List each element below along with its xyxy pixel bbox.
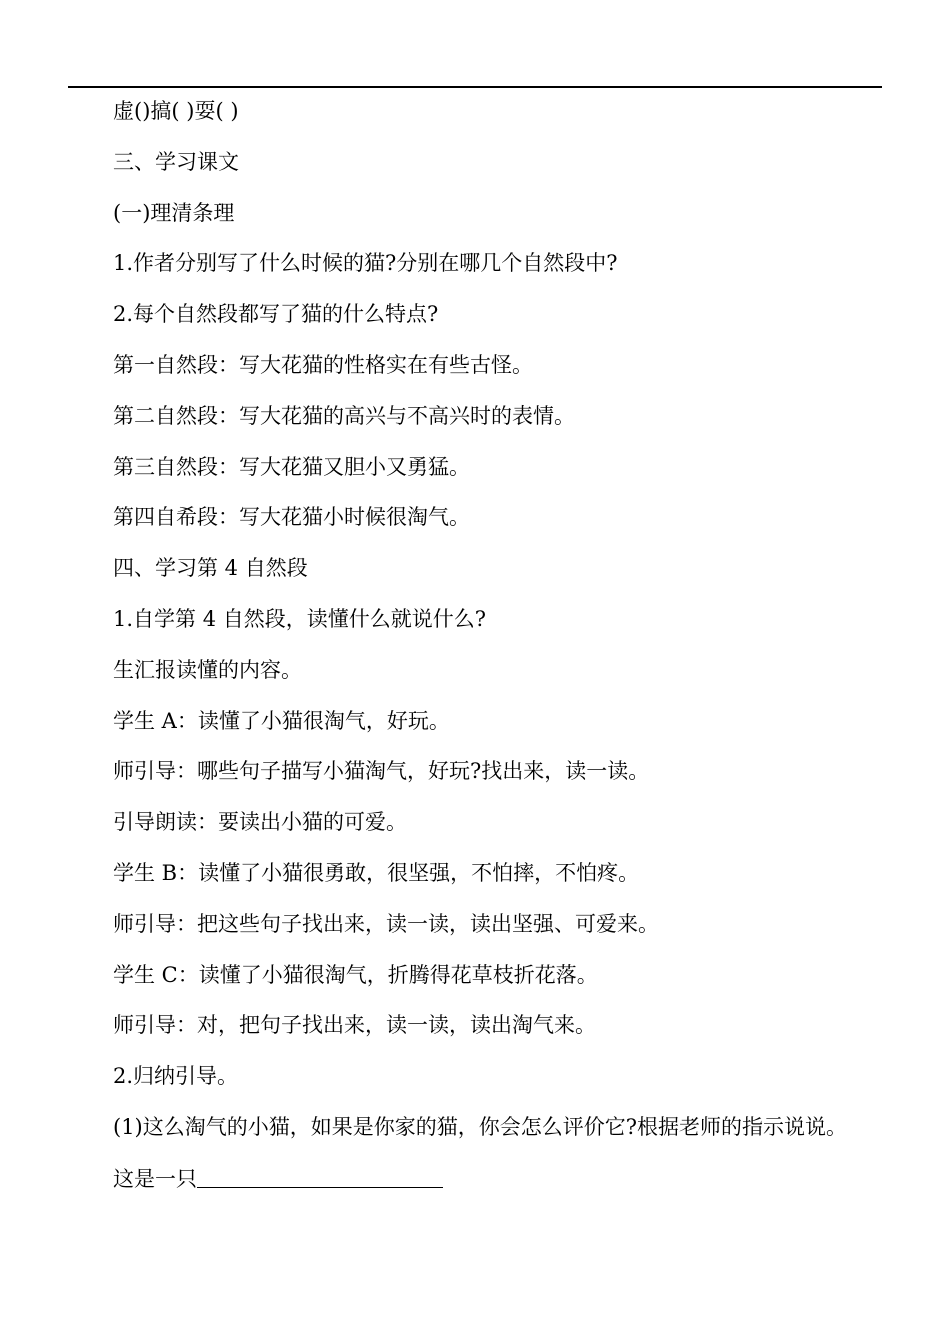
- text-line-1: 虚()搞( )耍( ): [113, 99, 239, 123]
- reading-guide: 引导朗读：要读出小猫的可爱。: [113, 810, 407, 835]
- answer-blank[interactable]: [197, 1165, 443, 1188]
- student-a-answer: 学生 A：读懂了小猫很淘气，好玩。: [113, 708, 450, 733]
- question-1: 1.作者分别写了什么时候的猫?分别在哪几个自然段中?: [113, 251, 618, 276]
- teacher-guide-2: 师引导：把这些句子找出来，读一读，读出坚强、可爱来。: [113, 911, 659, 936]
- student-c-answer: 学生 C：读懂了小猫很淘气，折腾得花草枝折花落。: [113, 962, 598, 987]
- self-study-prompt: 1.自学第 4 自然段，读懂什么就说什么?: [113, 606, 487, 631]
- summary-heading: 2.归纳引导。: [113, 1064, 239, 1089]
- teacher-guide-3: 师引导：对，把句子找出来，读一读，读出淘气来。: [113, 1013, 596, 1038]
- document-body: [113, 96, 903, 1214]
- section-heading-4: 四、学习第 4 自然段: [113, 556, 308, 581]
- subsection-heading-1: (一)理清条理: [113, 200, 235, 225]
- fill-in-label: 这是一只: [113, 1166, 197, 1191]
- student-report-intro: 生汇报读懂的内容。: [113, 657, 302, 682]
- paragraph-4-summary: 第四自希段：写大花猫小时候很淘气。: [113, 505, 470, 530]
- teacher-guide-1: 师引导：哪些句子描写小猫淘气，好玩?找出来，读一读。: [113, 759, 650, 784]
- question-2: 2.每个自然段都写了猫的什么特点?: [113, 302, 439, 327]
- student-b-answer: 学生 B：读懂了小猫很勇敢，很坚强，不怕摔，不怕疼。: [113, 860, 640, 885]
- section-heading-3: 三、学习课文: [113, 149, 239, 174]
- evaluation-prompt: (1)这么淘气的小猫，如果是你家的猫，你会怎么评价它?根据老师的指示说说。: [113, 1114, 848, 1139]
- paragraph-2-summary: 第二自然段：写大花猫的高兴与不高兴时的表情。: [113, 403, 575, 428]
- fill-in-line: [113, 1163, 903, 1214]
- paragraph-1-summary: 第一自然段：写大花猫的性格实在有些古怪。: [113, 352, 533, 377]
- paragraph-3-summary: 第三自然段：写大花猫又胆小又勇猛。: [113, 454, 470, 479]
- header-rule: [68, 86, 882, 88]
